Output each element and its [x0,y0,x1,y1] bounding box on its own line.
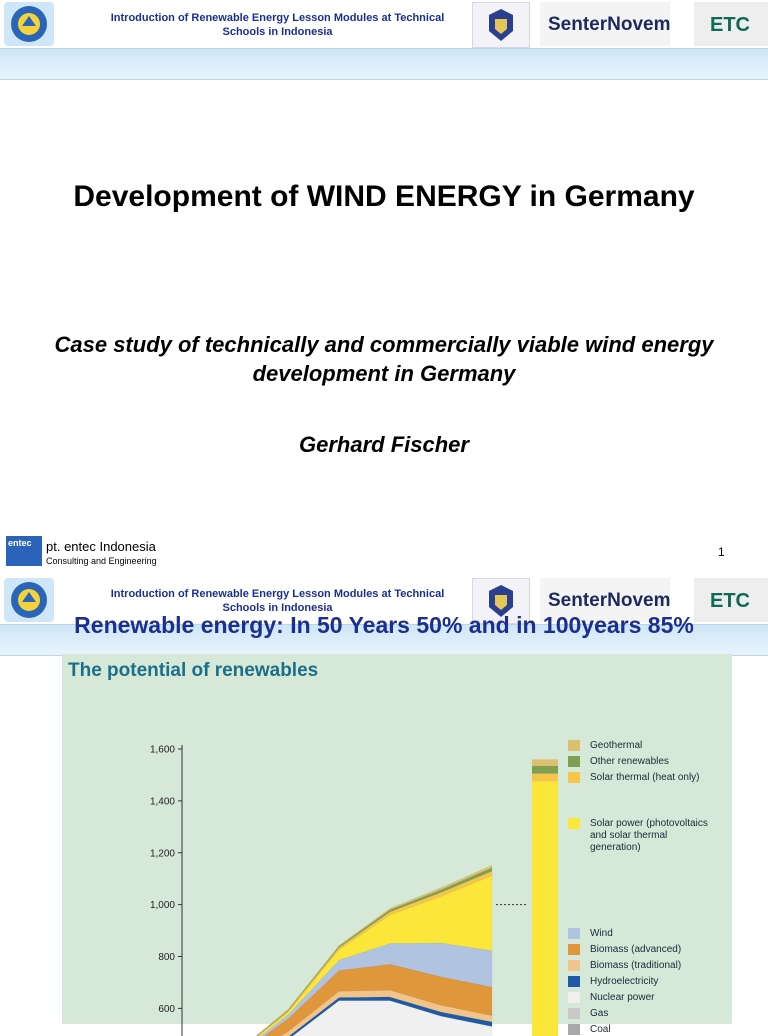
summary-bar-segment [532,766,558,774]
legend-swatch [568,944,580,955]
legend-item [568,1008,710,1020]
legend-item [568,992,710,1004]
header-title: Introduction of Renewable Energy Lesson Modules at Technical Schools in Indonesia [110,12,445,38]
etc-logo [694,2,768,46]
legend-label: Solar power (photovoltaics and solar thermal generation) [590,818,708,853]
entec-logo-text: entec [8,538,32,548]
senternovem-logo-text: SenterNovem [548,14,671,35]
summary-bar-segment [532,759,558,765]
header-band [0,48,768,80]
legend-swatch [568,1024,580,1035]
etc-logo-text: ETC [710,14,750,36]
legend-label: Nuclear power [590,992,655,1003]
y-tick-label: 1,200 [149,848,175,860]
legend-label: Hydroelectricity [590,976,659,987]
legend-item [568,756,710,768]
slide-2 [0,576,768,1035]
senternovem-logo [540,2,670,46]
entec-logo [6,536,42,566]
slide-subtitle: Case study of technically and commercially viable wind energy development in Germany [54,332,714,386]
slide-author: Gerhard Fischer [299,432,469,457]
ministry-emblem-icon [4,2,54,46]
legend-label: Biomass (advanced) [590,944,682,955]
legend-label: Geothermal [590,740,643,751]
legend-item [568,1024,710,1036]
legend-swatch [568,772,580,783]
legend-item [568,772,710,784]
legend-label: Wind [590,928,613,939]
legend-swatch [568,1008,580,1019]
renewables-chart-panel [62,654,732,1035]
legend-item [568,740,710,752]
dutch-crest-icon [472,2,530,48]
chart-legend [568,738,728,1035]
y-tick-label: 1,600 [149,744,175,756]
footer-tagline: Consulting and Engineering [46,556,157,566]
legend-item [568,928,710,940]
slide-title: Development of WIND ENERGY in Germany [73,180,695,213]
legend-swatch [568,976,580,987]
legend-swatch [568,740,580,751]
legend-label: Coal [590,1024,611,1035]
senternovem-logo-text: SenterNovem [548,590,671,611]
footer-company: pt. entec Indonesia [46,539,156,554]
y-tick-label: 1,400 [149,796,175,808]
summary-bar-segment [532,774,558,782]
legend-item [568,960,710,972]
chart-panel-title: The potential of renewables [68,660,319,681]
header-title: Introduction of Renewable Energy Lesson Modules at Technical Schools in Indonesia [110,588,445,614]
legend-label: Other renewables [590,756,669,767]
y-tick-label: 1,000 [149,900,175,912]
y-tick-label: 800 [158,952,175,963]
legend-swatch [568,928,580,939]
slide-header [0,0,768,48]
legend-swatch [568,992,580,1003]
legend-swatch [568,756,580,767]
legend-item [568,818,710,854]
legend-label: Gas [590,1008,609,1019]
legend-swatch [568,960,580,971]
slide-title: Renewable energy: In 50 Years 50% and in 100years 85% [74,612,694,638]
legend-label: Biomass (traditional) [590,960,682,971]
legend-swatch [568,818,580,829]
legend-item [568,976,710,988]
y-tick-label: 600 [158,1003,175,1015]
etc-logo-text: ETC [710,590,750,612]
legend-item [568,944,710,956]
page-number: 1 [718,545,725,559]
summary-bar-segment [532,781,558,1036]
legend-label: Solar thermal (heat only) [590,772,700,783]
